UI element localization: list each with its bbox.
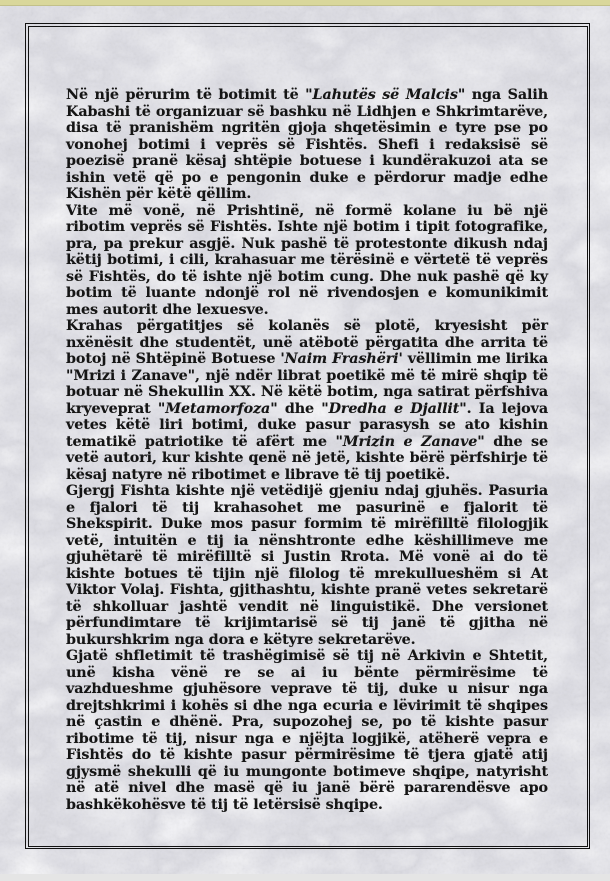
text-segment: . Ia lejova vetes këtë liri botimi, duke pasur parasysh se ato kishin tematikë patriotike të afërt me [66, 400, 548, 450]
text-segment: vëllimin me lirika "Mrizi i Zanave", një ndër librat poetikë më të mirë shqip të botuar në Shekullin XX. Në këtë botim, nga satirat përfshiva kryeveprat [66, 351, 549, 417]
text-segment: Gjatë shfletimit të trashëgimisë së tij në Arkivin e Shtetit, unë kisha vënë re se ai iu bënte përmirësime të vazhdueshme gjuhësore veprave të tij, duke u nisur nga drejtshkrimi i kohës si dhe nga ecuria e lëvirimit të shqipes në çastin e dhënë. Pra, supozohej se, po të kishte pasur ribotime të tij, nisur nga e njëjta logjikë, atëherë vepra e Fishtës do të kishte pasur përmirësime të tjera gjatë atij gjysmë shekulli që iu mungonte botimeve shqipe, natyrisht në atë nivel dhe masë që iu janë bërë pararendësve apo bashkëkohësve të tij të letërsisë shqipe. [66, 648, 548, 813]
work-title: "Metamorfoza" [157, 400, 285, 417]
paragraph [66, 318, 548, 483]
work-title: "Dredha e Djallit" [321, 400, 467, 417]
work-title: "Mrizin e Zanave" [335, 433, 494, 450]
work-title: "Lahutës së Malcis" [305, 87, 472, 103]
paragraph [66, 648, 548, 813]
text-segment: Vite më vonë, në Prishtinë, në formë kolane iu bë një ribotim veprës së Fishtës. Ishte një botim i tipit fotografike, pra, pa prekur asgjë. Nuk pashë të protestonte dikush ndaj këtij botimi, i cili, krahasuar me tërësinë e vërtetë të veprës së Fishtës, do të ishte një botim cung. Dhe nuk pashë që ky botim të luante ndonjë rol në rivendosjen e komunikimit mes autorit dhe lexuesve. [66, 202, 548, 318]
work-title: 'Naim Frashëri' [280, 351, 408, 367]
text-segment: Gjergj Fishta kishte një vetëdijë gjeniu ndaj gjuhës. Pasuria e fjalori të tij krahasohet me pasurinë e fjalorit të Shekspirit. Duke mos pasur formim të mirëfilltë filologjik vetë, intuitën e tij ia nënshtronte edhe këshillimeve me gjuhëtarë të mirëfilltë si Justin Rrota. Më vonë ai do të kishte botues të tijin një filolog të mrekullueshëm si At Viktor Volaj. Fishta, gjithashtu, kishte pranë vetes sekretarë të shkolluar jashtë vendit në linguistikë. Dhe versionet përfundimtare të krijimtarisë së tij janë të gjitha në bukurshkrim nga dora e këtyre sekretarëve. [66, 483, 548, 648]
paragraph [66, 203, 548, 319]
paragraph [66, 87, 548, 203]
scan-edge-bottom [0, 874, 610, 881]
text-segment: Krahas përgatitjes së kolanës së plotë, kryesisht për nxënësit dhe studentët, unë atëbotë përgatita dhe arrita të botoj në Shtëpinë Botuese [66, 318, 548, 367]
text-segment: Në një përurim të botimit të [66, 87, 306, 103]
text-block [66, 87, 548, 813]
text-segment: dhe [284, 400, 322, 417]
book-edge-top [0, 0, 610, 6]
text-segment: dhe se vetë autori, kur kishte qenë në jetë, kishte bërë përfshirje të kësaj natyre në ribotimet e librave të tij poetikë. [66, 433, 548, 483]
text-segment: nga Salih Kabashi të organizuar së bashku në Lidhjen e Shkrimtarëve, disa të pranishëm ngritën gjoja shqetësimin e tyre pse po vonohej botimi i veprës së Fishtës. Shefi i redaksisë së poezisë pranë kësaj shtëpie botuese i kundërakuzoi ata se ishin vetë që po e pengonin duke e përdorur madje edhe Kishën për këtë qëllim. [66, 87, 548, 202]
paragraph [66, 483, 548, 648]
